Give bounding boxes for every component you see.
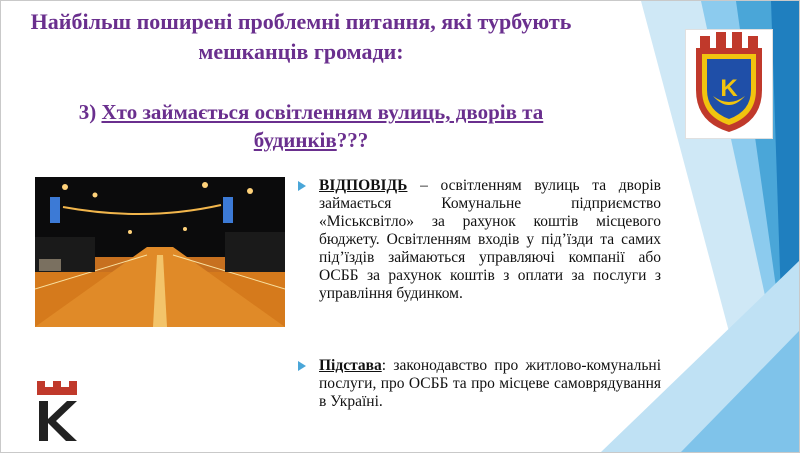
- basis-text: : законодавство про житлово-комунальні послуги, про ОСББ та про місцеве самоврядування в Україні.: [319, 357, 661, 410]
- slide-question: [31, 98, 591, 154]
- triangle-bullet-icon: [298, 361, 306, 371]
- city-coat-of-arms-icon: [686, 30, 772, 138]
- bullet-answer: [299, 177, 661, 303]
- svg-text:K: K: [720, 75, 738, 102]
- question-marks: ???: [336, 128, 369, 152]
- basis-label: Підстава: [319, 357, 382, 374]
- coat-of-arms-frame: [685, 29, 773, 139]
- k-logo-icon: [37, 381, 77, 443]
- slide-title: Найбільш поширені проблемні питання, які турбують мешканців громади:: [30, 9, 572, 64]
- question-number: 3): [78, 100, 102, 124]
- question-text: Хто займається освітленням вулиць, дворів та будинків: [101, 100, 544, 152]
- answer-text: – освітленням вулиць та дворів займається Комунальне підприємство «Міськсвітло» за рахунок коштів місцевого бюджету. Освітленням входів у під’їзди та самих під’їздів займаються управляючі компанії або ОСББ за рахунок коштів з оплати за послуги з управління будинком.: [319, 177, 661, 302]
- triangle-bullet-icon: [298, 181, 306, 191]
- street-lighting-photo: [35, 177, 285, 327]
- answer-label: ВІДПОВІДЬ: [319, 177, 408, 194]
- bullet-basis: [299, 357, 661, 411]
